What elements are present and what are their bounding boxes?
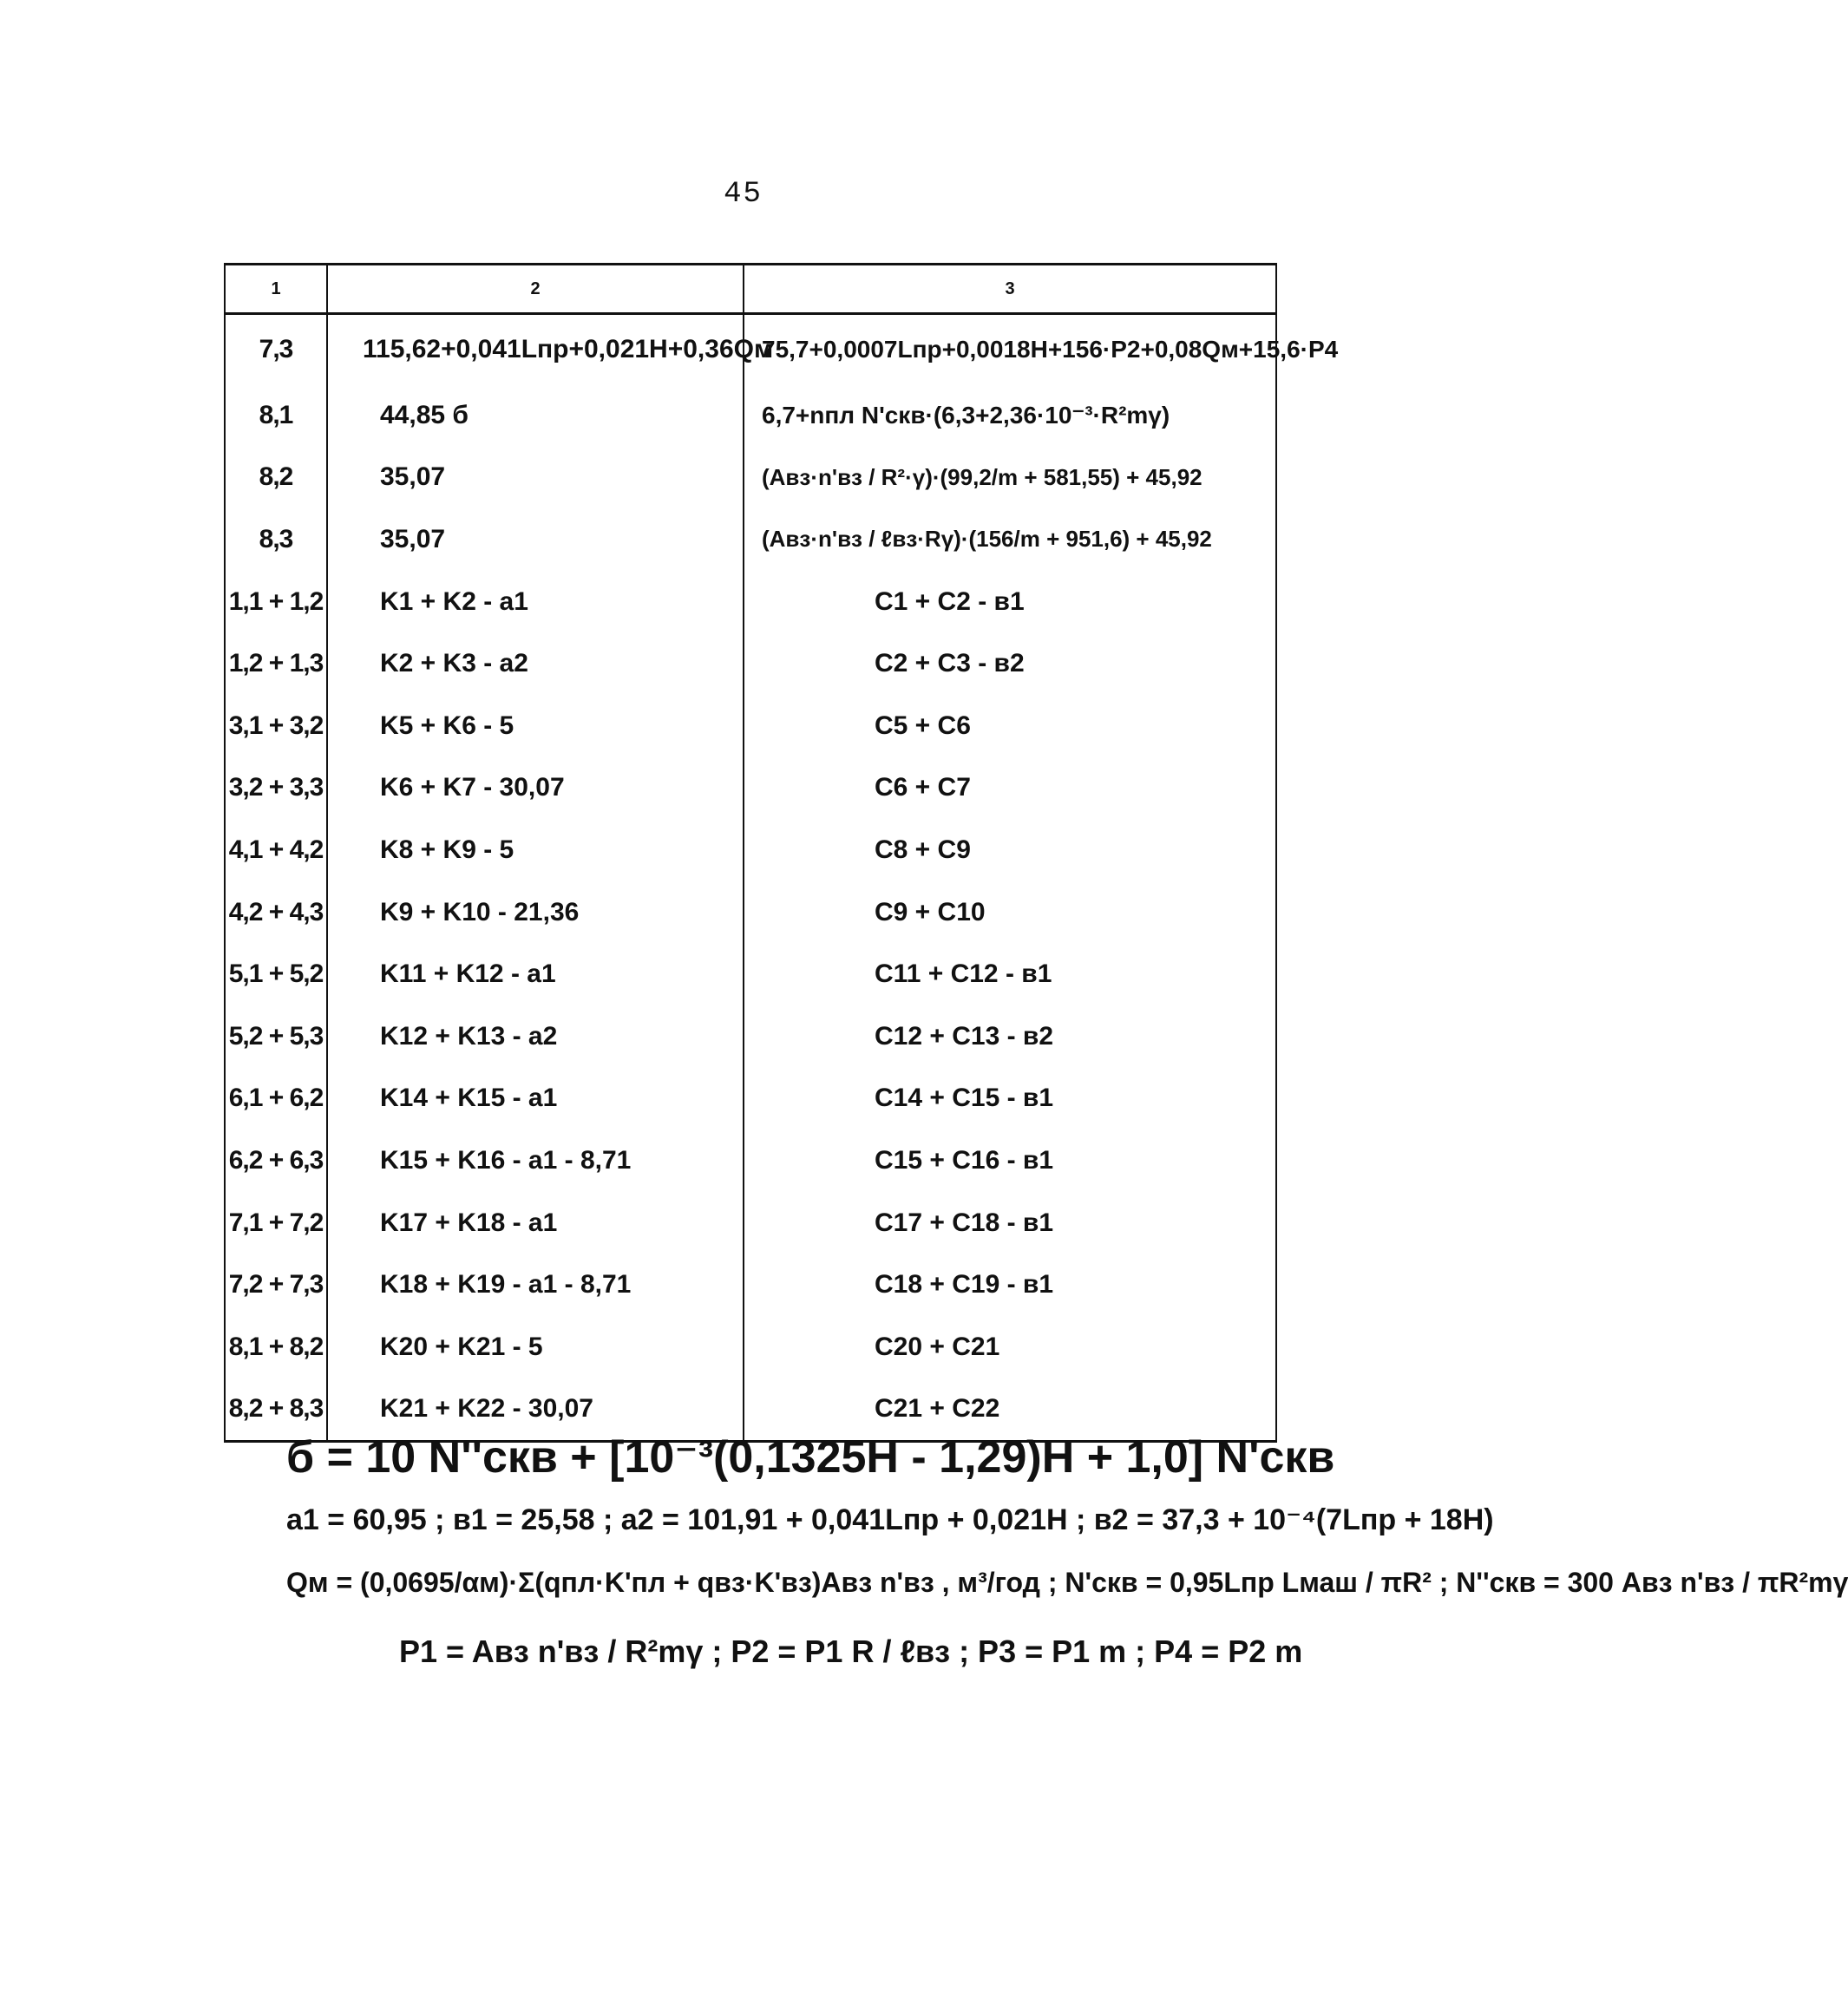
formula-cell: C5 + C6 — [744, 695, 1276, 757]
formula-coefficients: a1 = 60,95 ; в1 = 25,58 ; a2 = 101,91 + 0,041Lпр + 0,021H ; в2 = 37,3 + 10⁻⁴(7Lпр + 18H) — [286, 1503, 1494, 1536]
row-index-cell: 3,1 + 3,2 — [225, 695, 327, 757]
table-row — [225, 508, 1276, 571]
formula-cell: 35,07 — [327, 447, 744, 509]
formula-cell: K8 + K9 - 5 — [327, 819, 744, 881]
page-number: 45 — [724, 178, 763, 211]
formula-cell: C1 + C2 - в1 — [744, 571, 1276, 633]
table-row — [225, 384, 1276, 447]
formula-cell: 35,07 — [327, 508, 744, 571]
formula-cell: C18 + C19 - в1 — [744, 1254, 1276, 1316]
row-index-cell: 1,1 + 1,2 — [225, 571, 327, 633]
formula-cell: (Aвз·n'вз / ℓвз·Rγ)·(156/m + 951,6) + 45,92 — [744, 508, 1276, 571]
formula-cell: C9 + C10 — [744, 881, 1276, 944]
formula-p-values: P1 = Aвз n'вз / R²mγ ; P2 = P1 R / ℓвз ; P3 = P1 m ; P4 = P2 m — [399, 1634, 1303, 1669]
data-table — [224, 263, 1339, 1443]
row-index-cell: 8,2 + 8,3 — [225, 1378, 327, 1442]
row-index-cell: 4,2 + 4,3 — [225, 881, 327, 944]
table-row — [225, 314, 1276, 385]
formula-cell: 115,62+0,041Lпр+0,021H+0,36Qм — [327, 314, 744, 385]
table-row — [225, 1129, 1276, 1192]
row-index-cell: 1,2 + 1,3 — [225, 632, 327, 695]
formula-cell: C20 + C21 — [744, 1316, 1276, 1378]
table-row — [225, 632, 1276, 695]
formula-cell: 44,85 б — [327, 384, 744, 447]
formula-cell: K11 + K12 - a1 — [327, 943, 744, 1005]
table-row — [225, 881, 1276, 944]
table-row — [225, 1316, 1276, 1378]
table-row — [225, 943, 1276, 1005]
formula-cell: C2 + C3 - в2 — [744, 632, 1276, 695]
row-index-cell: 7,1 + 7,2 — [225, 1192, 327, 1254]
row-index-cell: 7,3 — [225, 314, 327, 385]
column-header: 3 — [744, 265, 1276, 314]
table-header-row — [225, 265, 1276, 314]
table-row — [225, 819, 1276, 881]
formula-cell: 75,7+0,0007Lпр+0,0018H+156·P2+0,08Qм+15,6·P4 — [744, 314, 1276, 385]
formula-cell: K20 + K21 - 5 — [327, 1316, 744, 1378]
formula-cell: C21 + C22 — [744, 1378, 1276, 1442]
row-index-cell: 8,1 + 8,2 — [225, 1316, 327, 1378]
column-header: 1 — [225, 265, 327, 314]
formula-cell: (Aвз·n'вз / R²·γ)·(99,2/m + 581,55) + 45,92 — [744, 447, 1276, 509]
formula-cell: K2 + K3 - a2 — [327, 632, 744, 695]
table-row — [225, 757, 1276, 820]
table-row — [225, 1068, 1276, 1130]
formula-cell: C11 + C12 - в1 — [744, 943, 1276, 1005]
formula-cell: K18 + K19 - a1 - 8,71 — [327, 1254, 744, 1316]
row-index-cell: 5,1 + 5,2 — [225, 943, 327, 1005]
table-row — [225, 1005, 1276, 1068]
row-index-cell: 8,1 — [225, 384, 327, 447]
table-row — [225, 571, 1276, 633]
formula-cell: C8 + C9 — [744, 819, 1276, 881]
column-header: 2 — [327, 265, 744, 314]
formula-cell: K14 + K15 - a1 — [327, 1068, 744, 1130]
formula-cell: K12 + K13 - a2 — [327, 1005, 744, 1068]
row-index-cell: 3,2 + 3,3 — [225, 757, 327, 820]
table-row — [225, 695, 1276, 757]
formula-qm-n-skv: Qм = (0,0695/αм)·Σ(qпл·K'пл + qвз·K'вз)Aвз n'вз , м³/год ; N'скв = 0,95Lпр Lмаш / πR² ; N''скв = 300 Aвз n'вз / πR²mγ — [286, 1567, 1848, 1598]
table-row — [225, 1254, 1276, 1316]
formula-cell: C15 + C16 - в1 — [744, 1129, 1276, 1192]
formula-cell: C12 + C13 - в2 — [744, 1005, 1276, 1068]
formula-cell: C14 + C15 - в1 — [744, 1068, 1276, 1130]
row-index-cell: 5,2 + 5,3 — [225, 1005, 327, 1068]
formula-cell: C17 + C18 - в1 — [744, 1192, 1276, 1254]
row-index-cell: 6,1 + 6,2 — [225, 1068, 327, 1130]
formula-cell: K17 + K18 - a1 — [327, 1192, 744, 1254]
formula-cell: K6 + K7 - 30,07 — [327, 757, 744, 820]
table-row — [225, 447, 1276, 509]
row-index-cell: 4,1 + 4,2 — [225, 819, 327, 881]
row-index-cell: 8,3 — [225, 508, 327, 571]
formula-cell: 6,7+nпл N'скв·(6,3+2,36·10⁻³·R²mγ) — [744, 384, 1276, 447]
formula-cell: K9 + K10 - 21,36 — [327, 881, 744, 944]
table-row — [225, 1192, 1276, 1254]
formula-cell: C6 + C7 — [744, 757, 1276, 820]
formula-block — [286, 1431, 1848, 1670]
row-index-cell: 8,2 — [225, 447, 327, 509]
formula-cell: K15 + K16 - a1 - 8,71 — [327, 1129, 744, 1192]
row-index-cell: 6,2 + 6,3 — [225, 1129, 327, 1192]
formula-cell: K5 + K6 - 5 — [327, 695, 744, 757]
formula-cell: K1 + K2 - a1 — [327, 571, 744, 633]
formula-cell: K21 + K22 - 30,07 — [327, 1378, 744, 1442]
formula-sigma: б = 10 N''скв + [10⁻³(0,1325H - 1,29)H + 1,0] N'скв — [286, 1432, 1335, 1483]
row-index-cell: 7,2 + 7,3 — [225, 1254, 327, 1316]
